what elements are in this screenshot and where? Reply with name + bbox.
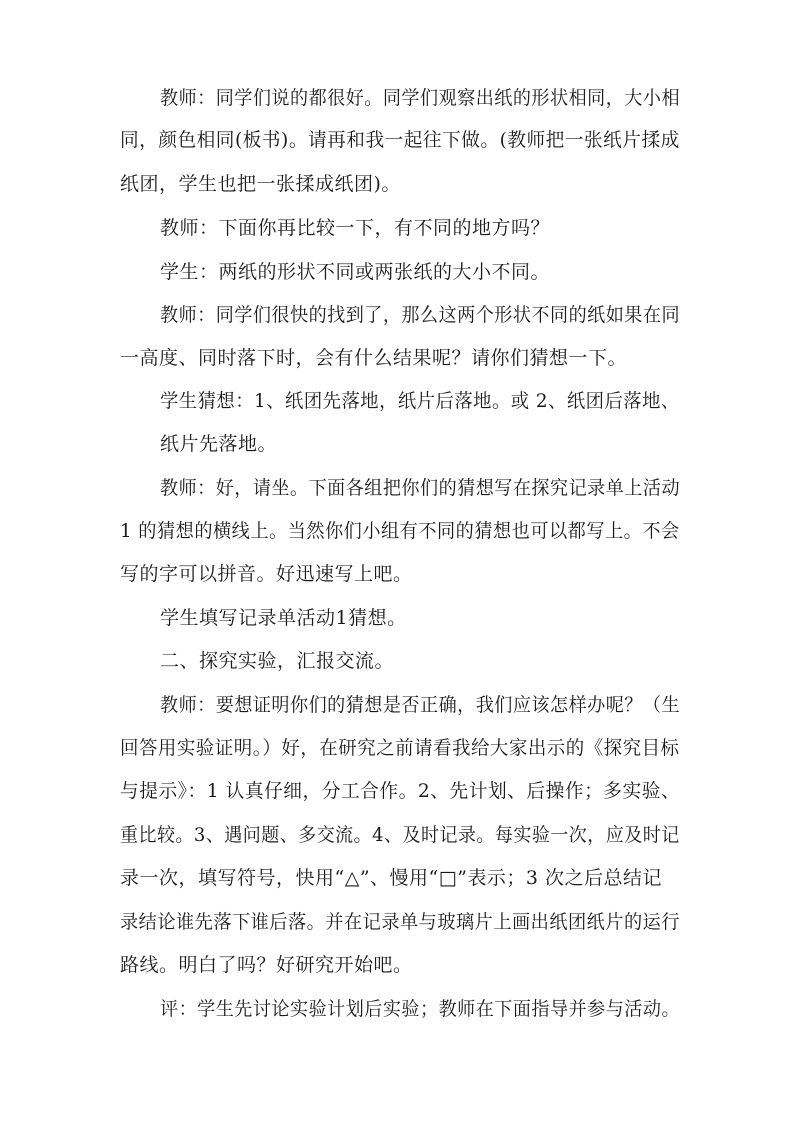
- text-line: 重比较。3、遇问题、多交流。4、及时记录。每实验一次，应及时记: [120, 824, 680, 846]
- text-line: 教师：同学们很快的找到了，那么这两个形状不同的纸如果在同: [160, 304, 681, 326]
- text-line: 教师：同学们说的都很好。同学们观察出纸的形状相同，大小相: [160, 87, 681, 109]
- text-line: 与提示》：1 认真仔细，分工合作。2、先计划、后操作；多实验、: [120, 780, 681, 802]
- text-line: 同，颜色相同(板书)。请再和我一起往下做。(教师把一张纸片揉成: [120, 129, 680, 151]
- text-line: 学生填写记录单活动1猜想。: [160, 607, 407, 629]
- text-line: 录一次，填写符号，快用“△”、慢用“□”表示；3 次之后总结记: [120, 867, 663, 889]
- text-line: 学生猜想：1、纸团先落地，纸片后落地。或 2、纸团后落地、: [160, 390, 680, 412]
- text-line: 教师：要想证明你们的猜想是否正确，我们应该怎样办呢？（生: [160, 694, 681, 716]
- text-line: 写的字可以拼音。好迅速写上吧。: [120, 563, 413, 585]
- text-line: 学生：两纸的形状不同或两张纸的大小不同。: [160, 261, 551, 283]
- text-line: 1 的猜想的横线上。当然你们小组有不同的猜想也可以都写上。不会: [120, 520, 680, 542]
- text-line: 二、探究实验，汇报交流。: [160, 650, 395, 672]
- text-line: 一高度、同时落下时，会有什么结果呢？请你们猜想一下。: [120, 347, 628, 369]
- text-line: 路线。明白了吗？好研究开始吧。: [120, 954, 413, 976]
- text-line: 评：学生先讨论实验计划后实验；教师在下面指导并参与活动。: [160, 998, 681, 1020]
- text-line: 回答用实验证明。）好，在研究之前请看我给大家出示的《探究目标: [120, 737, 680, 759]
- text-line: 教师：下面你再比较一下，有不同的地方吗？: [160, 217, 551, 239]
- text-line: 教师：好，请坐。下面各组把你们的猜想写在探究记录单上活动: [160, 477, 681, 499]
- text-line: 纸团，学生也把一张揉成纸团)。: [120, 173, 401, 195]
- text-line: 纸片先落地。: [160, 433, 278, 455]
- text-line: 录结论谁先落下谁后落。并在记录单与玻璃片上画出纸团纸片的运行: [120, 911, 681, 933]
